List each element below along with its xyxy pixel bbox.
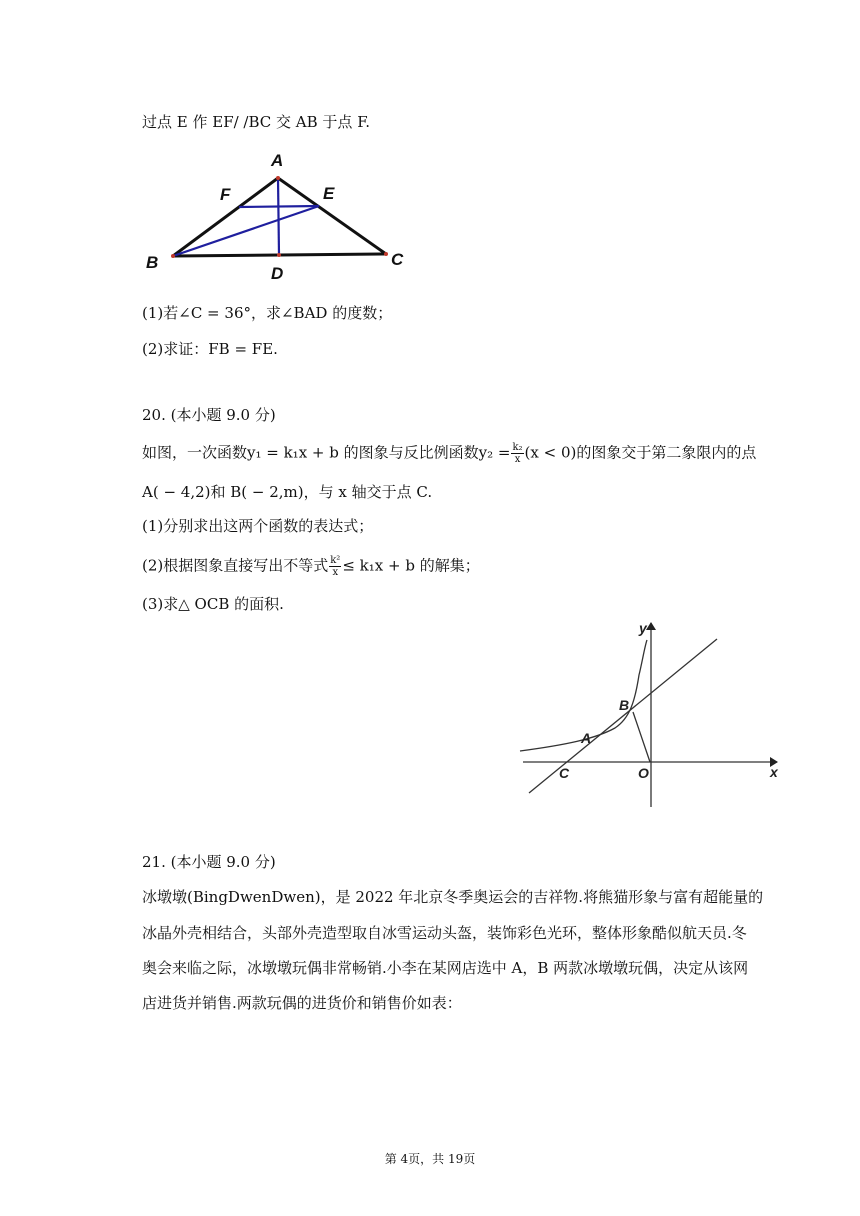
linear-function-line: [529, 639, 717, 793]
q20-stem-line1: 如图，一次函数y₁ = k₁x + b 的图象与反比例函数y₂ = $\frac{\text{k₂}}{x}$ (x < 0)的图象交于第二象限内的点: [142, 442, 757, 465]
q21-line4: 店进货并销售.两款玩偶的进货价和销售价如表：: [142, 994, 462, 1012]
triangle-figure: [140, 148, 420, 288]
q20-part3: (3)求△ OCB 的面积.: [142, 595, 284, 613]
axis-y-label: y: [639, 620, 647, 636]
page-footer: 第 4页，共 19页: [384, 1152, 476, 1166]
axis-x-label: x: [770, 764, 778, 780]
fraction-k2sq-over-x: $\frac{\text{k²}}{x}$: [330, 555, 341, 578]
label-b: B: [146, 253, 159, 272]
label-c-point: C: [559, 765, 570, 781]
q21-line3: 奥会来临之际，冰墩墩玩偶非常畅销.小李在某网店选中 A，B 两款冰墩墩玩偶，决定从该网: [142, 959, 749, 977]
q20-stem-line2: A( − 4,2)和 B( − 2,m)，与 x 轴交于点 C.: [142, 483, 433, 501]
fraction-k2-over-x: $\frac{\text{k₂}}{x}$: [512, 442, 523, 465]
label-c: C: [391, 250, 404, 269]
q21-header: 21. (本小题 9.0 分): [142, 853, 276, 871]
intro-line: 过点 E 作 EF/ /BC 交 AB 于点 F.: [142, 113, 371, 131]
label-f: F: [220, 185, 231, 204]
label-e: E: [323, 184, 335, 203]
label-a: A: [271, 151, 284, 170]
q19-part2: (2)求证：FB = FE.: [142, 340, 278, 358]
segment-fe: [239, 206, 319, 207]
label-d: D: [271, 264, 284, 283]
q21-line1: 冰墩墩(BingDwenDwen)，是 2022 年北京冬季奥运会的吉祥物.将熊猫形象与富有超能量的: [142, 888, 764, 906]
label-origin: O: [638, 765, 649, 781]
q20-part1: (1)分别求出这两个函数的表达式；: [142, 517, 374, 535]
label-b-point: B: [619, 697, 630, 713]
q20-header: 20. (本小题 9.0 分): [142, 406, 276, 424]
q20-part2: (2)根据图象直接写出不等式 $\frac{\text{k²}}{x}$ ≤ k₁x + b 的解集；: [142, 555, 480, 578]
segment-be: [173, 206, 319, 256]
q19-part1: (1)若∠C = 36°，求∠BAD 的度数；: [142, 304, 393, 322]
label-a-point: A: [581, 730, 592, 746]
segment-ob: [633, 712, 650, 762]
function-graph-figure: [515, 615, 785, 815]
q21-line2: 冰晶外壳相结合，头部外壳造型取自冰雪运动头盔，装饰彩色光环，整体形象酷似航天员.冬: [142, 924, 747, 942]
segment-ad: [278, 178, 279, 255]
